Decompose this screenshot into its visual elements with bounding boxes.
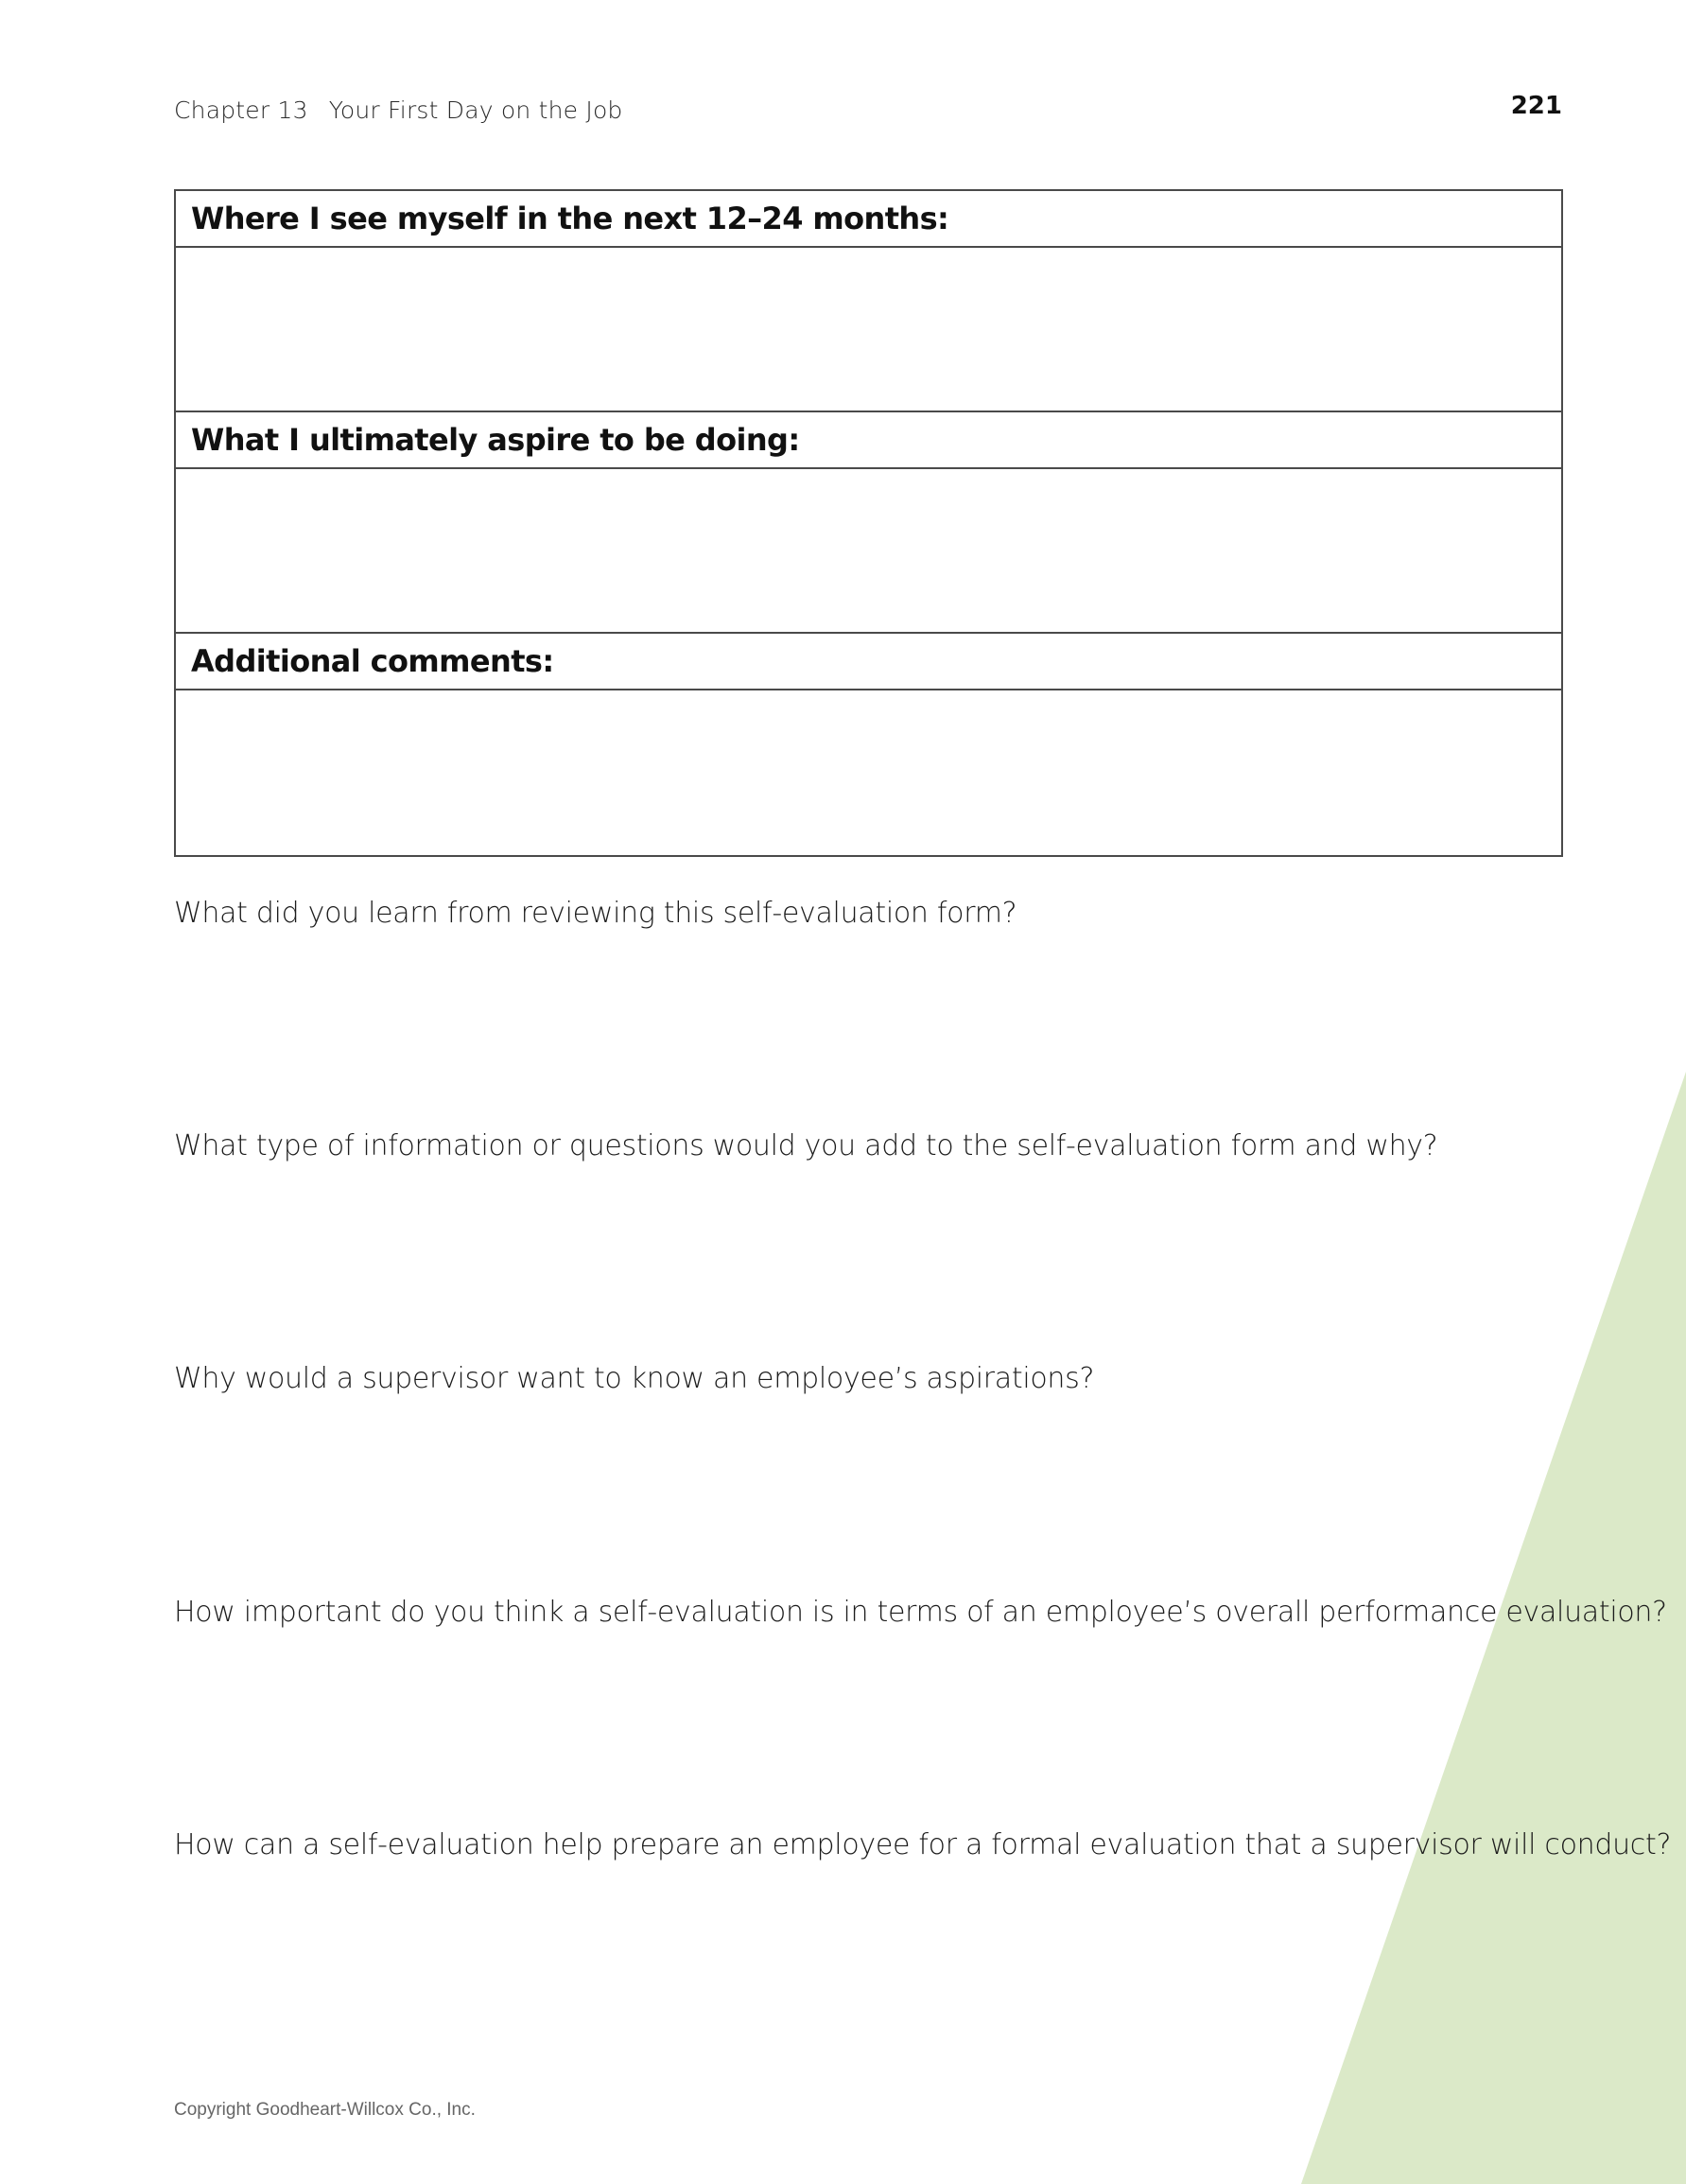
copyright-notice: Copyright Goodheart-Willcox Co., Inc. (174, 2100, 476, 2120)
form-response-area[interactable] (176, 690, 1561, 855)
form-section-heading: Additional comments: (176, 634, 1561, 690)
page-number: 221 (1510, 92, 1562, 120)
question-text: What type of information or questions would you add to the self-evaluation form and why? (174, 1129, 1438, 1162)
self-evaluation-form (174, 189, 1563, 857)
running-header (174, 96, 623, 124)
form-section-heading: Where I see myself in the next 12–24 months: (176, 191, 1561, 248)
chapter-label: Chapter 13 (174, 96, 308, 124)
form-section-heading: What I ultimately aspire to be doing: (176, 412, 1561, 469)
question-text: How can a self-evaluation help prepare an employee for a formal evaluation that a supervisor will conduct? (174, 1828, 1672, 1861)
chapter-title: Your First Day on the Job (328, 96, 623, 124)
question-text: Why would a supervisor want to know an employee’s aspirations? (174, 1362, 1095, 1395)
form-response-area[interactable] (176, 469, 1561, 634)
form-response-area[interactable] (176, 248, 1561, 412)
question-text: What did you learn from reviewing this self-evaluation form? (174, 897, 1017, 930)
question-text: How important do you think a self-evaluation is in terms of an employee’s overall performance evaluation? (174, 1596, 1667, 1629)
